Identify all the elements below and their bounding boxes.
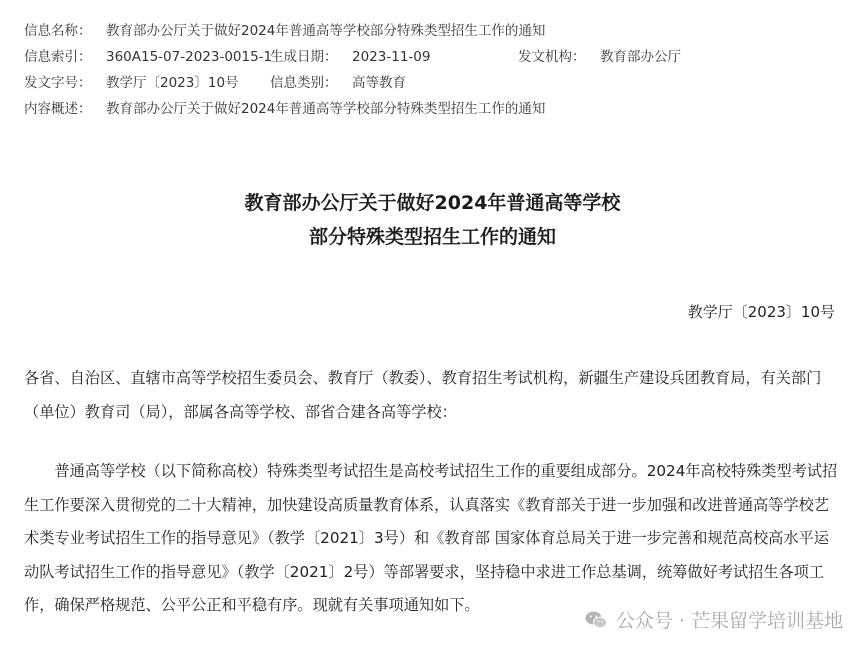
meta-label: 内容概述：	[24, 101, 92, 117]
document-title-line1: 教育部办公厅关于做好2024年普通高等学校	[244, 192, 621, 214]
meta-label: 发文机构：	[518, 49, 586, 65]
meta-value: 教育部办公厅	[600, 49, 681, 65]
document-number: 教学厅〔2023〕10号	[687, 303, 835, 321]
meta-row-name	[24, 18, 844, 44]
meta-row-docno	[24, 70, 844, 96]
meta-label: 信息名称：	[24, 23, 92, 39]
meta-row-summary	[24, 96, 844, 122]
meta-label: 信息类别：	[270, 75, 338, 91]
watermark-text: 公众号 · 芒果留学培训基地	[615, 610, 843, 632]
document-title-line2: 部分特殊类型招生工作的通知	[308, 226, 556, 248]
meta-label: 生成日期：	[270, 49, 338, 65]
meta-value: 教育部办公厅关于做好2024年普通高等学校部分特殊类型招生工作的通知	[106, 101, 546, 117]
info-metadata	[24, 18, 844, 122]
wechat-icon	[584, 608, 608, 632]
salutation: 各省、自治区、直辖市高等学校招生委员会、教育厅（教委）、教育招生考试机构，新疆生产建设兵团教育局，有关部门（单位）教育司（局），部属各高等学校、部省合建各高等学校：	[24, 369, 822, 421]
meta-label: 信息索引：	[24, 49, 92, 65]
meta-value: 2023-11-09	[352, 49, 431, 65]
meta-value: 高等教育	[352, 75, 406, 91]
meta-value: 360A15-07-2023-0015-1	[106, 49, 273, 65]
meta-row-index	[24, 44, 844, 70]
watermark	[584, 606, 843, 633]
meta-label: 发文字号：	[24, 75, 92, 91]
meta-value: 教学厅〔2023〕10号	[106, 75, 239, 91]
body-paragraph: 普通高等学校（以下简称高校）特殊类型考试招生是高校考试招生工作的重要组成部分。2024年高校特殊类型考试招生工作要深入贯彻党的二十大精神，加快建设高质量教育体系，认真落实《教育部关于进一步加强和改进普通高等学校艺术类专业考试招生工作的指导意见》（教学〔2021〕3号）和《教育部 国家体育总局关于进一步完善和规范高校高水平运动队考试招生工作的指导意见》（教学〔2021〕2号）等部署要求，坚持稳中求进工作总基调，统筹做好考试招生各项工作，确保严格规范、公平公正和平稳有序。现就有关事项通知如下。	[24, 462, 838, 615]
meta-value: 教育部办公厅关于做好2024年普通高等学校部分特殊类型招生工作的通知	[106, 23, 546, 39]
